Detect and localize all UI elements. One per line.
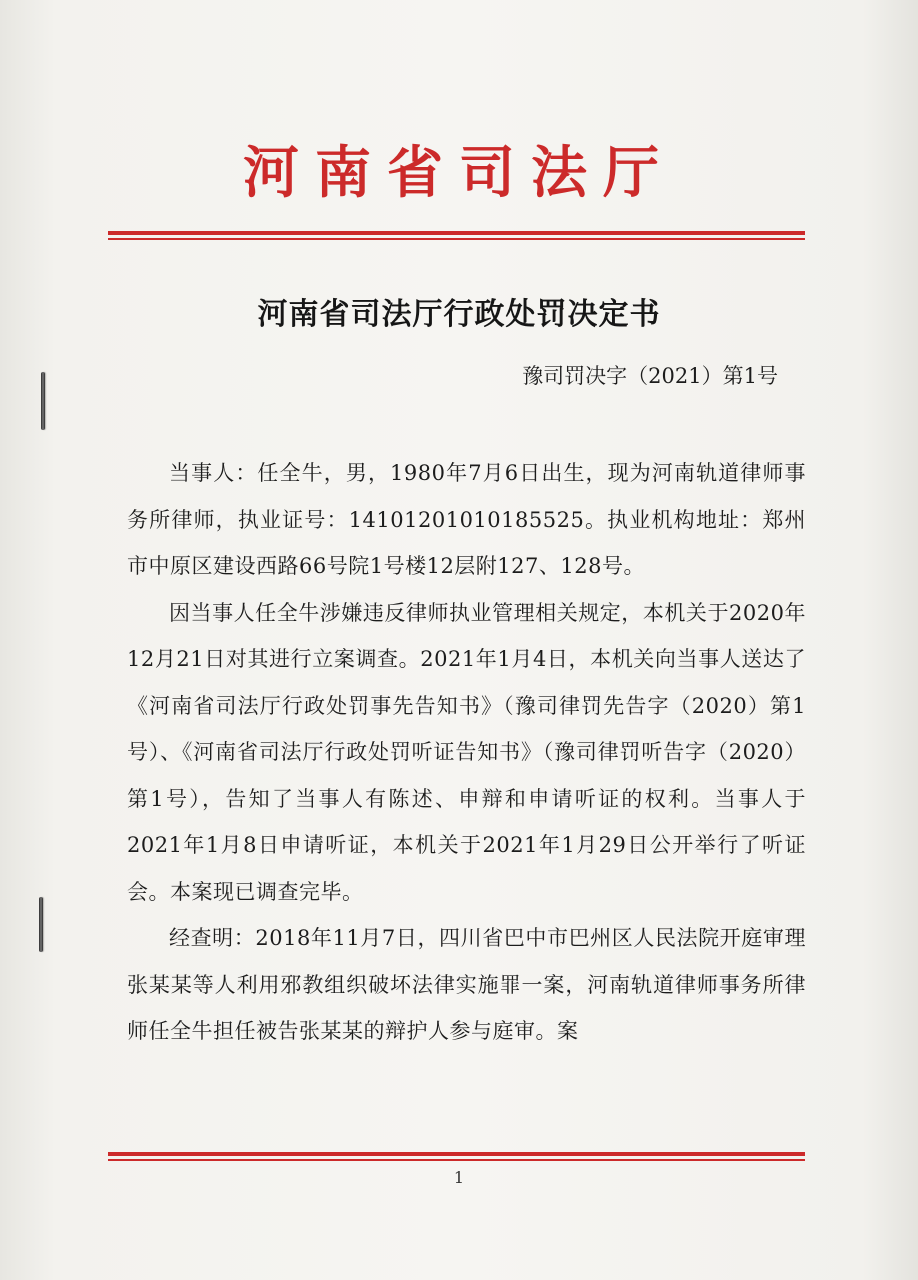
paragraph-findings: 经查明：2018年11月7日，四川省巴中市巴州区人民法院开庭审理张某某等人利用邪教组织破坏法律实施罪一案，河南轨道律师事务所律师任全牛担任被告张某某的辩护人参与庭审。案 bbox=[127, 926, 806, 1043]
paragraph-party-info: 当事人：任全牛，男，1980年7月6日出生，现为河南轨道律师事务所律师，执业证号：14101201010185525。执业机构地址：郑州市中原区建设西路66号院1号楼12层附127、128号。 bbox=[127, 461, 806, 578]
letterhead-title: 河南省司法厅 bbox=[243, 140, 675, 206]
staple-bottom bbox=[39, 897, 43, 952]
letterhead-red-rule bbox=[108, 231, 805, 240]
document-title: 河南省司法厅行政处罚决定书 bbox=[257, 297, 661, 332]
footer-red-rule bbox=[108, 1152, 805, 1161]
staple-top bbox=[41, 372, 45, 430]
paragraph-case-procedure: 因当事人任全牛涉嫌违反律师执业管理相关规定，本机关于2020年12月21日对其进行立案调查。2021年1月4日，本机关向当事人送达了《河南省司法厅行政处罚事先告知书》（豫司律罚先告字（2020）第1号）、《河南省司法厅行政处罚听证告知书》（豫司律罚听告字（2020）第1号），告知了当事人有陈述、申辩和申请听证的权利。当事人于2021年1月8日申请听证，本机关于2021年1月29日公开举行了听证会。本案现已调查完毕。 bbox=[127, 600, 806, 904]
document-body bbox=[127, 450, 806, 1055]
document-number: 豫司罚决字（2021）第1号 bbox=[522, 364, 778, 388]
page-number: 1 bbox=[453, 1168, 465, 1187]
